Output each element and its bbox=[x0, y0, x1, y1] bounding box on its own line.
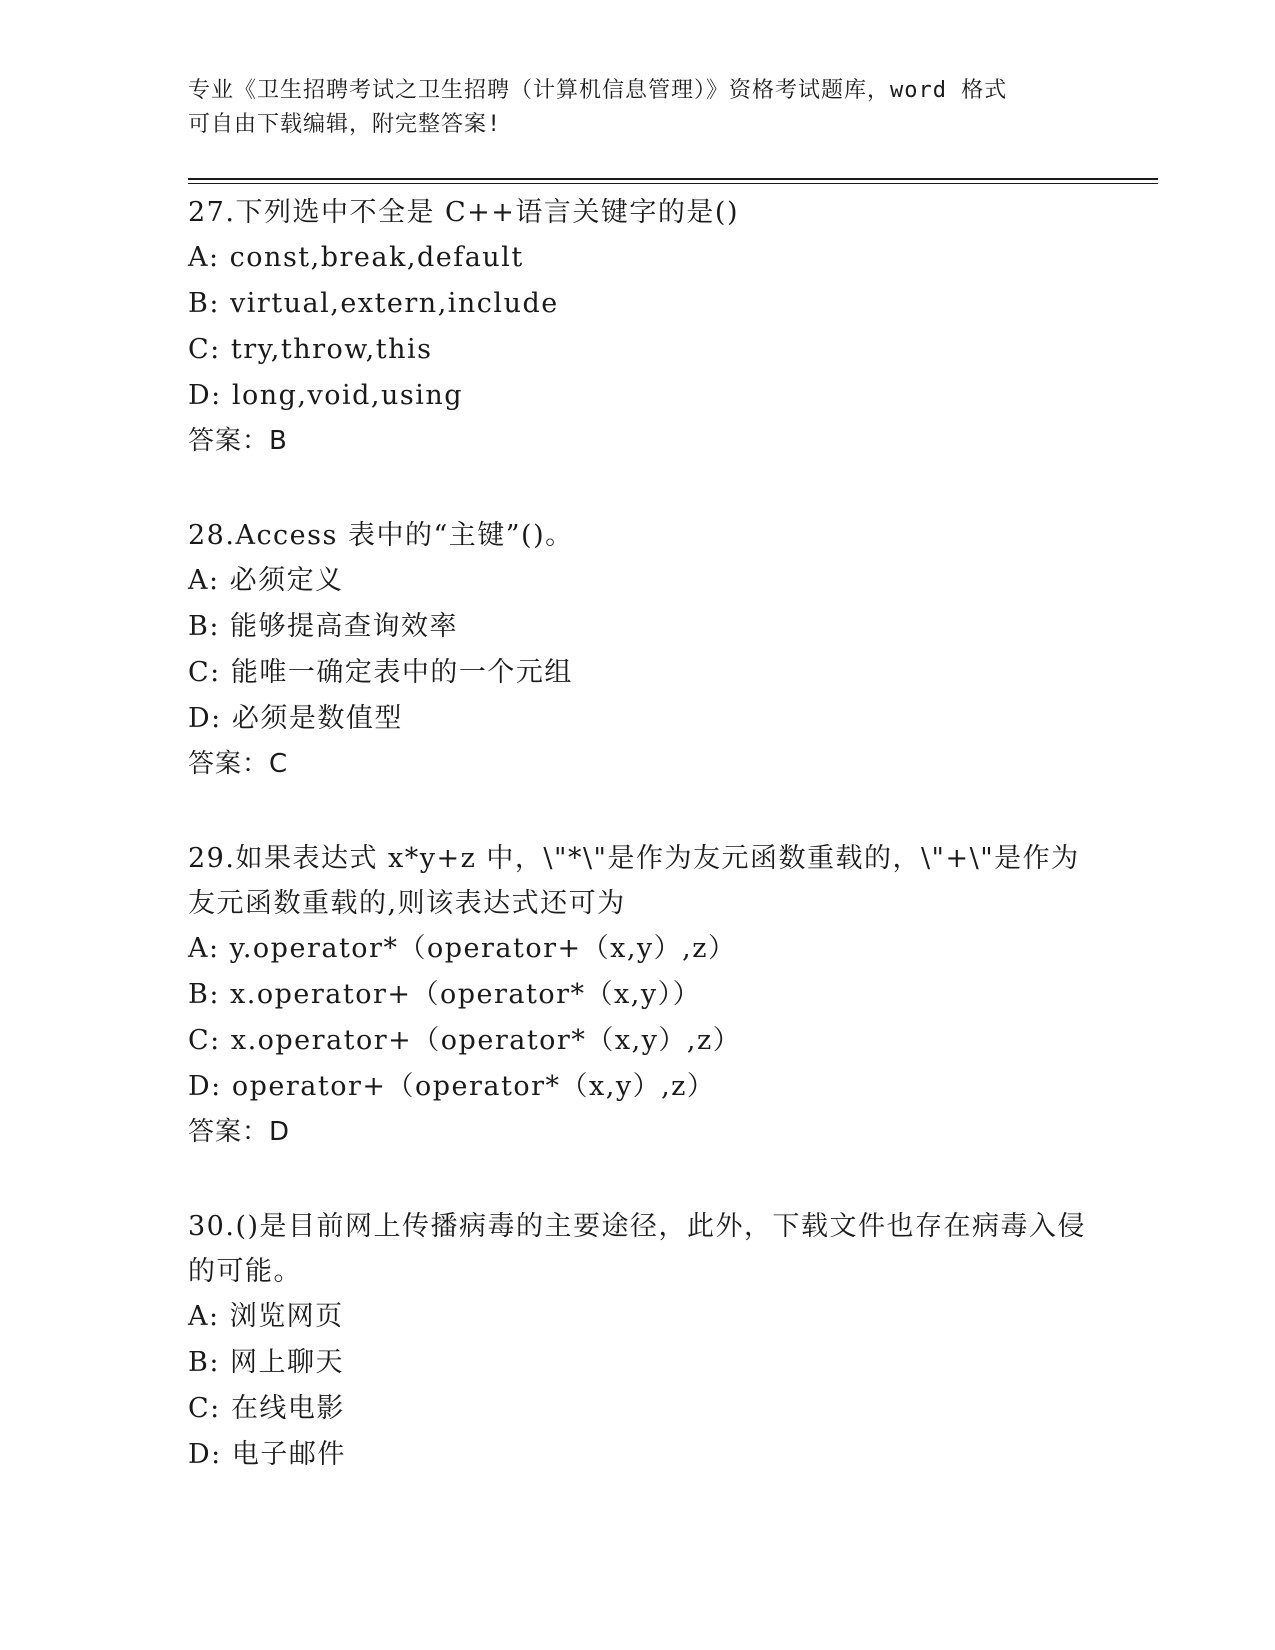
header-divider-thick bbox=[188, 178, 1158, 180]
question-text: 27.下列选中不全是 C++语言关键字的是() bbox=[188, 197, 739, 228]
answer: 答案：D bbox=[188, 1117, 291, 1147]
option-a: A: 必须定义 bbox=[188, 565, 344, 596]
question-text: 30.()是目前网上传播病毒的主要途径，此外，下载文件也存在病毒入侵的可能。 bbox=[188, 1211, 1087, 1287]
option-c: C: 在线电影 bbox=[188, 1393, 345, 1424]
header-divider-thin bbox=[188, 183, 1158, 184]
question-29 bbox=[188, 836, 1088, 1154]
option-b: B: x.operator+（operator*（x,y）） bbox=[188, 979, 702, 1010]
option-c: C: x.operator+（operator*（x,y）,z） bbox=[188, 1025, 742, 1056]
header-line-1: 专业《卫生招聘考试之卫生招聘（计算机信息管理）》资格考试题库，word 格式 bbox=[188, 78, 1008, 103]
question-list bbox=[188, 190, 1088, 1528]
option-a: A: y.operator*（operator+（x,y）,z） bbox=[188, 933, 737, 964]
question-text: 29.如果表达式 x*y+z 中，\"*\"是作为友元函数重载的，\"+\"是作为友元函数重载的,则该表达式还可为 bbox=[188, 843, 1080, 919]
option-b: B: 能够提高查询效率 bbox=[188, 611, 459, 642]
option-b: B: 网上聊天 bbox=[188, 1347, 345, 1378]
option-d: D: operator+（operator*（x,y）,z） bbox=[188, 1071, 716, 1102]
option-d: D: 电子邮件 bbox=[188, 1439, 346, 1470]
answer: 答案：B bbox=[188, 426, 288, 456]
option-b: B: virtual,extern,include bbox=[188, 288, 559, 319]
question-27 bbox=[188, 190, 1088, 463]
answer: 答案：C bbox=[188, 749, 289, 779]
option-a: A: 浏览网页 bbox=[188, 1301, 344, 1332]
option-a: A: const,break,default bbox=[188, 242, 524, 273]
question-28 bbox=[188, 513, 1088, 786]
document-header bbox=[188, 74, 1088, 142]
option-d: D: long,void,using bbox=[188, 380, 464, 411]
option-c: C: try,throw,this bbox=[188, 334, 433, 365]
question-text: 28.Access 表中的“主键”()。 bbox=[188, 520, 574, 551]
header-line-2: 可自由下载编辑，附完整答案! bbox=[188, 112, 502, 137]
option-c: C: 能唯一确定表中的一个元组 bbox=[188, 657, 573, 688]
question-30 bbox=[188, 1204, 1088, 1478]
option-d: D: 必须是数值型 bbox=[188, 703, 403, 734]
